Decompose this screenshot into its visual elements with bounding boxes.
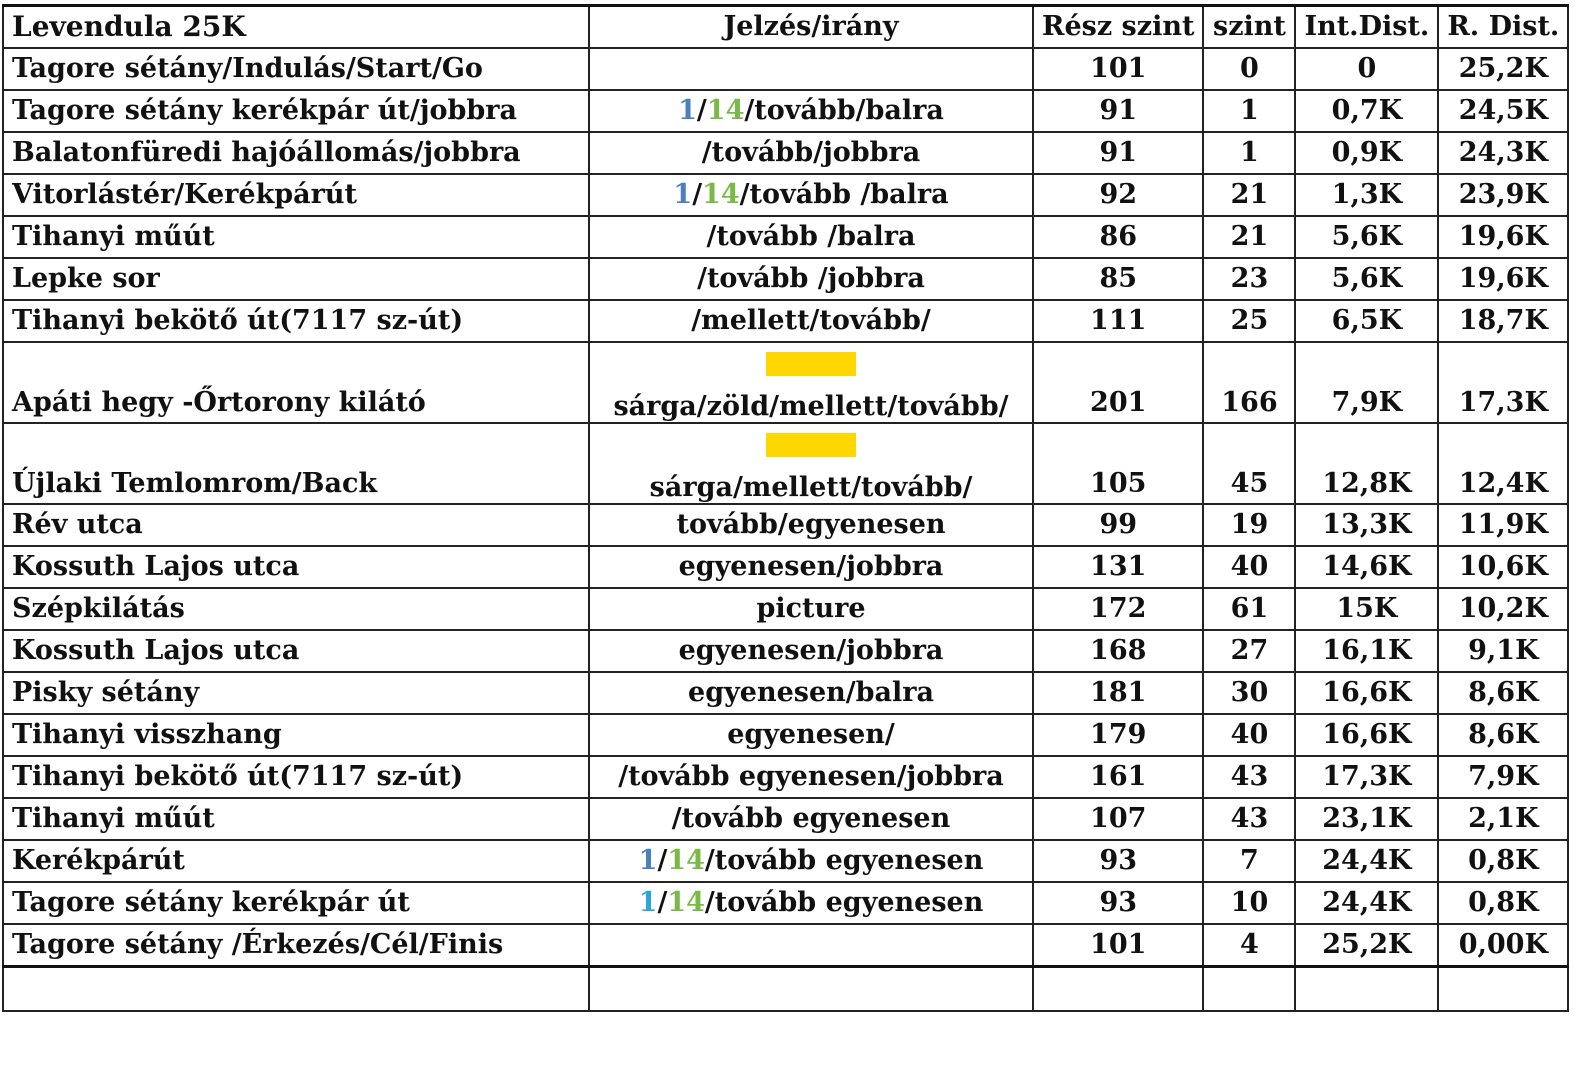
table-row: [3, 924, 1568, 967]
int-dist-cell: 0,9K: [1295, 132, 1438, 174]
int-dist-cell: 12,8K: [1295, 423, 1438, 504]
route-number-1: 1: [638, 887, 658, 918]
level-cell: 43: [1203, 798, 1295, 840]
r-dist-cell: 24,5K: [1438, 90, 1568, 132]
place-cell: Tihanyi műút: [3, 216, 589, 258]
part-level-cell: 181: [1033, 672, 1203, 714]
route-number-14: 14: [667, 845, 705, 876]
table-row: [3, 90, 1568, 132]
empty-cell: [3, 967, 589, 1012]
int-dist-cell: 0: [1295, 48, 1438, 90]
direction-text: /tovább egyenesen/jobbra: [618, 761, 1004, 792]
route-table: [2, 4, 1569, 1012]
place-cell: Pisky sétány: [3, 672, 589, 714]
int-dist-cell: 16,6K: [1295, 714, 1438, 756]
route-number-1: 1: [673, 179, 693, 210]
direction-text: egyenesen/jobbra: [678, 551, 944, 582]
direction-cell: [589, 300, 1033, 342]
place-cell: Balatonfüredi hajóállomás/jobbra: [3, 132, 589, 174]
direction-cell: [589, 174, 1033, 216]
int-dist-cell: 25,2K: [1295, 924, 1438, 967]
table-title: Levendula 25K: [3, 6, 589, 49]
level-cell: 25: [1203, 300, 1295, 342]
table-row: [3, 258, 1568, 300]
table-row: [3, 756, 1568, 798]
part-level-cell: 93: [1033, 840, 1203, 882]
table-row: [3, 672, 1568, 714]
direction-text: /tovább/balra: [744, 95, 944, 126]
r-dist-cell: 2,1K: [1438, 798, 1568, 840]
column-header-part-level: Rész szint: [1033, 6, 1203, 49]
part-level-cell: 179: [1033, 714, 1203, 756]
r-dist-cell: 10,6K: [1438, 546, 1568, 588]
part-level-cell: 91: [1033, 132, 1203, 174]
direction-cell: [589, 840, 1033, 882]
level-cell: 45: [1203, 423, 1295, 504]
direction-text: tovább/egyenesen: [676, 509, 946, 540]
table-row: [3, 504, 1568, 546]
column-header-level: szint: [1203, 6, 1295, 49]
route-table-body: [3, 6, 1568, 1012]
direction-cell: [589, 48, 1033, 90]
direction-cell: [589, 924, 1033, 967]
direction-cell: [589, 630, 1033, 672]
direction-text: /mellett/tovább/: [691, 305, 931, 336]
part-level-cell: 101: [1033, 48, 1203, 90]
table-row: [3, 48, 1568, 90]
r-dist-cell: 25,2K: [1438, 48, 1568, 90]
route-number-14: 14: [706, 95, 745, 126]
place-cell: Rév utca: [3, 504, 589, 546]
place-cell: Tagore sétány/Indulás/Start/Go: [3, 48, 589, 90]
empty-cell: [1033, 967, 1203, 1012]
r-dist-cell: 0,00K: [1438, 924, 1568, 967]
table-row: [3, 630, 1568, 672]
level-cell: 61: [1203, 588, 1295, 630]
r-dist-cell: 19,6K: [1438, 216, 1568, 258]
direction-cell: [589, 672, 1033, 714]
table-row: [3, 882, 1568, 924]
empty-cell: [1438, 967, 1568, 1012]
direction-text: /tovább /jobbra: [697, 263, 925, 294]
column-header-direction: Jelzés/irány: [589, 6, 1033, 49]
place-cell: Tihanyi műút: [3, 798, 589, 840]
table-row: [3, 588, 1568, 630]
r-dist-cell: 23,9K: [1438, 174, 1568, 216]
part-level-cell: 161: [1033, 756, 1203, 798]
route-separator: /: [692, 179, 703, 210]
part-level-cell: 99: [1033, 504, 1203, 546]
place-cell: Lepke sor: [3, 258, 589, 300]
r-dist-cell: 7,9K: [1438, 756, 1568, 798]
direction-cell: [589, 882, 1033, 924]
empty-cell: [1295, 967, 1438, 1012]
place-cell: Kossuth Lajos utca: [3, 546, 589, 588]
place-cell: Tihanyi bekötő út(7117 sz-út): [3, 300, 589, 342]
r-dist-cell: 0,8K: [1438, 882, 1568, 924]
part-level-cell: 105: [1033, 423, 1203, 504]
route-separator: /: [657, 845, 668, 876]
place-cell: Tagore sétány /Érkezés/Cél/Finis: [3, 924, 589, 967]
direction-text: sárga/zöld/mellett/tovább/: [613, 391, 1009, 422]
r-dist-cell: 11,9K: [1438, 504, 1568, 546]
part-level-cell: 93: [1033, 882, 1203, 924]
level-cell: 10: [1203, 882, 1295, 924]
r-dist-cell: 8,6K: [1438, 714, 1568, 756]
int-dist-cell: 0,7K: [1295, 90, 1438, 132]
route-number-14: 14: [667, 887, 705, 918]
part-level-cell: 86: [1033, 216, 1203, 258]
direction-cell: [589, 423, 1033, 504]
direction-text: sárga/mellett/tovább/: [649, 472, 973, 503]
part-level-cell: 111: [1033, 300, 1203, 342]
int-dist-cell: 16,1K: [1295, 630, 1438, 672]
direction-text: /tovább /balra: [706, 221, 916, 252]
direction-text: /tovább egyenesen: [704, 845, 984, 876]
direction-cell: [589, 798, 1033, 840]
part-level-cell: 101: [1033, 924, 1203, 967]
place-cell: Tihanyi visszhang: [3, 714, 589, 756]
empty-cell: [1203, 967, 1295, 1012]
direction-cell: [589, 588, 1033, 630]
route-separator: /: [696, 95, 707, 126]
table-row: [3, 798, 1568, 840]
int-dist-cell: 24,4K: [1295, 882, 1438, 924]
level-cell: 7: [1203, 840, 1295, 882]
r-dist-cell: 19,6K: [1438, 258, 1568, 300]
part-level-cell: 172: [1033, 588, 1203, 630]
yellow-marker-icon: [766, 352, 856, 376]
place-cell: Tihanyi bekötő út(7117 sz-út): [3, 756, 589, 798]
column-header-int-dist: Int.Dist.: [1295, 6, 1438, 49]
r-dist-cell: 0,8K: [1438, 840, 1568, 882]
table-row: [3, 546, 1568, 588]
place-cell: Tagore sétány kerékpár út/jobbra: [3, 90, 589, 132]
direction-text: egyenesen/balra: [688, 677, 934, 708]
table-row: [3, 174, 1568, 216]
table-row: [3, 300, 1568, 342]
int-dist-cell: 15K: [1295, 588, 1438, 630]
level-cell: 19: [1203, 504, 1295, 546]
int-dist-cell: 13,3K: [1295, 504, 1438, 546]
empty-row: [3, 967, 1568, 1012]
int-dist-cell: 14,6K: [1295, 546, 1438, 588]
direction-cell: [589, 132, 1033, 174]
level-cell: 23: [1203, 258, 1295, 300]
r-dist-cell: 9,1K: [1438, 630, 1568, 672]
table-row: [3, 423, 1568, 504]
table-row: [3, 216, 1568, 258]
r-dist-cell: 12,4K: [1438, 423, 1568, 504]
route-separator: /: [657, 887, 668, 918]
place-cell: Újlaki Temlomrom/Back: [3, 423, 589, 504]
level-cell: 27: [1203, 630, 1295, 672]
route-number-14: 14: [702, 179, 740, 210]
int-dist-cell: 16,6K: [1295, 672, 1438, 714]
place-cell: Apáti hegy -Őrtorony kilátó: [3, 342, 589, 423]
place-cell: Kossuth Lajos utca: [3, 630, 589, 672]
part-level-cell: 131: [1033, 546, 1203, 588]
direction-text: /tovább egyenesen: [704, 887, 984, 918]
int-dist-cell: 23,1K: [1295, 798, 1438, 840]
direction-text: egyenesen/: [727, 719, 895, 750]
empty-cell: [589, 967, 1033, 1012]
direction-cell: [589, 90, 1033, 132]
int-dist-cell: 5,6K: [1295, 258, 1438, 300]
part-level-cell: 85: [1033, 258, 1203, 300]
level-cell: 40: [1203, 714, 1295, 756]
r-dist-cell: 10,2K: [1438, 588, 1568, 630]
direction-cell: [589, 756, 1033, 798]
r-dist-cell: 17,3K: [1438, 342, 1568, 423]
level-cell: 21: [1203, 216, 1295, 258]
yellow-marker-icon: [766, 433, 856, 457]
direction-cell: [589, 714, 1033, 756]
level-cell: 1: [1203, 90, 1295, 132]
part-level-cell: 107: [1033, 798, 1203, 840]
int-dist-cell: 1,3K: [1295, 174, 1438, 216]
part-level-cell: 92: [1033, 174, 1203, 216]
level-cell: 40: [1203, 546, 1295, 588]
level-cell: 4: [1203, 924, 1295, 967]
table-row: [3, 132, 1568, 174]
part-level-cell: 201: [1033, 342, 1203, 423]
level-cell: 1: [1203, 132, 1295, 174]
part-level-cell: 91: [1033, 90, 1203, 132]
int-dist-cell: 24,4K: [1295, 840, 1438, 882]
direction-text: egyenesen/jobbra: [678, 635, 944, 666]
r-dist-cell: 8,6K: [1438, 672, 1568, 714]
column-header-r-dist: R. Dist.: [1438, 6, 1568, 49]
level-cell: 0: [1203, 48, 1295, 90]
r-dist-cell: 18,7K: [1438, 300, 1568, 342]
header-row: [3, 6, 1568, 49]
direction-text: /tovább /balra: [739, 179, 949, 210]
direction-cell: [589, 342, 1033, 423]
place-cell: Vitorlástér/Kerékpárút: [3, 174, 589, 216]
r-dist-cell: 24,3K: [1438, 132, 1568, 174]
level-cell: 30: [1203, 672, 1295, 714]
int-dist-cell: 6,5K: [1295, 300, 1438, 342]
table-row: [3, 840, 1568, 882]
direction-cell: [589, 216, 1033, 258]
place-cell: Szépkilátás: [3, 588, 589, 630]
int-dist-cell: 7,9K: [1295, 342, 1438, 423]
route-number-1: 1: [638, 845, 658, 876]
direction-text: /tovább egyenesen: [671, 803, 951, 834]
level-cell: 21: [1203, 174, 1295, 216]
table-row: [3, 342, 1568, 423]
part-level-cell: 168: [1033, 630, 1203, 672]
level-cell: 43: [1203, 756, 1295, 798]
level-cell: 166: [1203, 342, 1295, 423]
direction-text: /tovább/jobbra: [701, 137, 921, 168]
int-dist-cell: 5,6K: [1295, 216, 1438, 258]
int-dist-cell: 17,3K: [1295, 756, 1438, 798]
direction-cell: [589, 258, 1033, 300]
direction-cell: [589, 504, 1033, 546]
place-cell: Tagore sétány kerékpár út: [3, 882, 589, 924]
route-number-1: 1: [678, 95, 697, 126]
table-row: [3, 714, 1568, 756]
direction-cell: [589, 546, 1033, 588]
direction-text: picture: [756, 593, 866, 624]
place-cell: Kerékpárút: [3, 840, 589, 882]
